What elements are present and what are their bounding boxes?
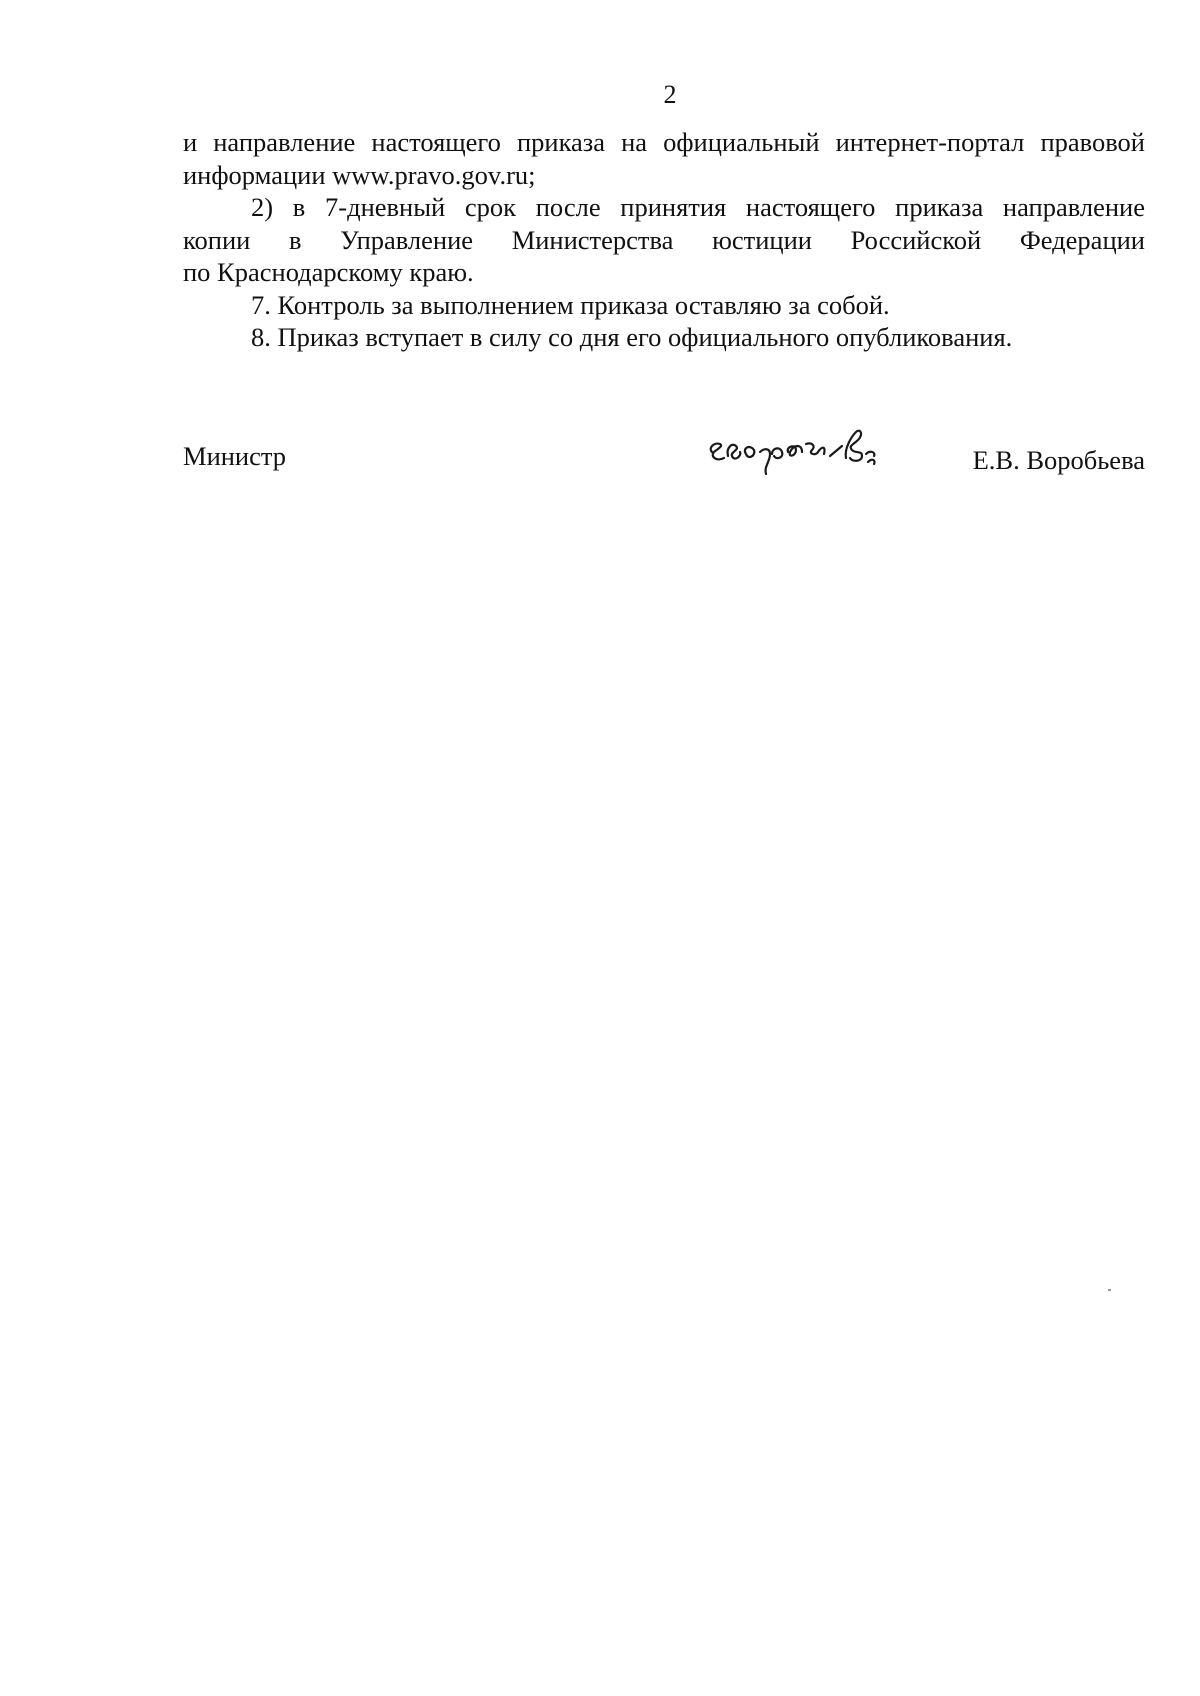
text-line: 2) в 7-дневный срок после принятия настоящего приказа направление	[251, 192, 1145, 222]
signer-position: Министр	[183, 441, 287, 471]
page-number: 2	[663, 80, 677, 109]
signer-name: Е.В. Воробьева	[972, 445, 1145, 475]
signature-block	[183, 440, 1145, 500]
text-line: по Краснодарскому краю.	[183, 257, 474, 287]
document-body	[183, 126, 1145, 354]
paragraph-item-7	[183, 289, 1145, 322]
text-line: копии в Управление Министерства юстиции Российской Федерации	[183, 224, 1145, 255]
handwritten-signature-icon	[706, 422, 921, 482]
text-line: 7. Контроль за выполнением приказа оставляю за собой.	[251, 289, 890, 320]
text-line: информации www.pravo.gov.ru;	[183, 159, 536, 190]
paragraph-ministry-of-justice	[183, 191, 1145, 289]
paragraph-portal-publication	[183, 126, 1145, 191]
paragraph-item-8	[183, 321, 1145, 354]
text-line: и направление настоящего приказа на официальный интернет-портал правовой	[183, 127, 1145, 157]
text-line: 8. Приказ вступает в силу со дня его официального опубликования.	[251, 322, 1013, 352]
scan-artifact	[1108, 1289, 1111, 1291]
